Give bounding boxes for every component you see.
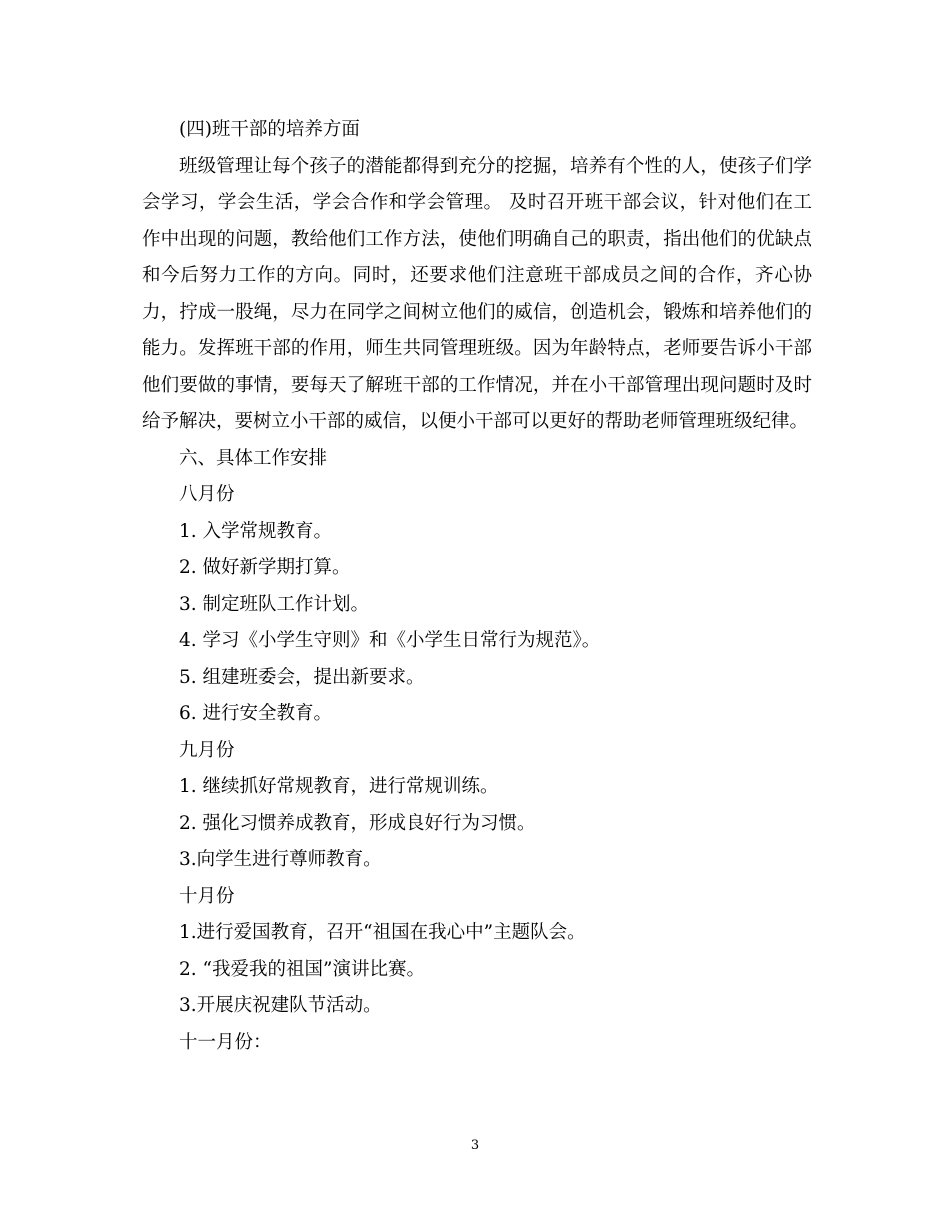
list-item: 2. 强化习惯养成教育，形成良好行为习惯。 [179,812,536,834]
list-item: 6. 进行安全教育。 [179,703,333,724]
section-heading: (四)班干部的培养方面 [179,119,360,140]
schedule-heading: 六、具体工作安排 [179,447,328,469]
list-item: 2. 做好新学期打算。 [179,557,351,578]
list-item: 1. 入学常规教育。 [179,520,333,542]
month-heading-september: 九月份 [179,739,235,761]
list-item: 2. “我爱我的祖国”演讲比赛。 [179,958,425,980]
month-heading-november: 十一月份： [179,1031,272,1053]
list-item: 1. 继续抓好常规教育，进行常规训练。 [179,776,499,797]
month-heading-august: 八月份 [179,484,235,505]
list-item: 1.进行爱国教育，召开“祖国在我心中”主题队会。 [179,922,586,943]
body-paragraph: 班级管理让每个孩子的潜能都得到充分的挖掘，培养有个性的人，使孩子们学会学习，学会生活，学会合作和学会管理。 及时召开班干部会议，针对他们在工作中出现的问题，教给他们工作方法，使他们明确自己的职责，指出他们的优缺点和今后努力工作的方向。同时，还要求他们注意班干部成员之间的合作，齐心协力，拧成一股绳，尽力在同学之间树立他们的威信，创造机会，锻炼和培养他们的能力。发挥班干部的作用，师生共同管理班级。因为年龄特点，老师要告诉小干部他们要做的事情，要每天了解班干部的工作情况，并在小干部管理出现问题时及时给予解决，要树立小干部的威信，以便小干部可以更好的帮助老师管理班级纪律。 [142,155,812,432]
list-item: 5. 组建班委会，提出新要求。 [179,666,425,688]
list-item: 3.向学生进行尊师教育。 [179,849,382,870]
list-item: 4. 学习《小学生守则》和《小学生日常行为规范》。 [179,630,601,651]
list-item: 3.开展庆祝建队节活动。 [179,995,382,1016]
list-item: 3. 制定班队工作计划。 [179,593,370,615]
month-heading-october: 十月份 [179,885,235,907]
page-number: 3 [470,1138,480,1153]
document-body [142,112,812,1061]
